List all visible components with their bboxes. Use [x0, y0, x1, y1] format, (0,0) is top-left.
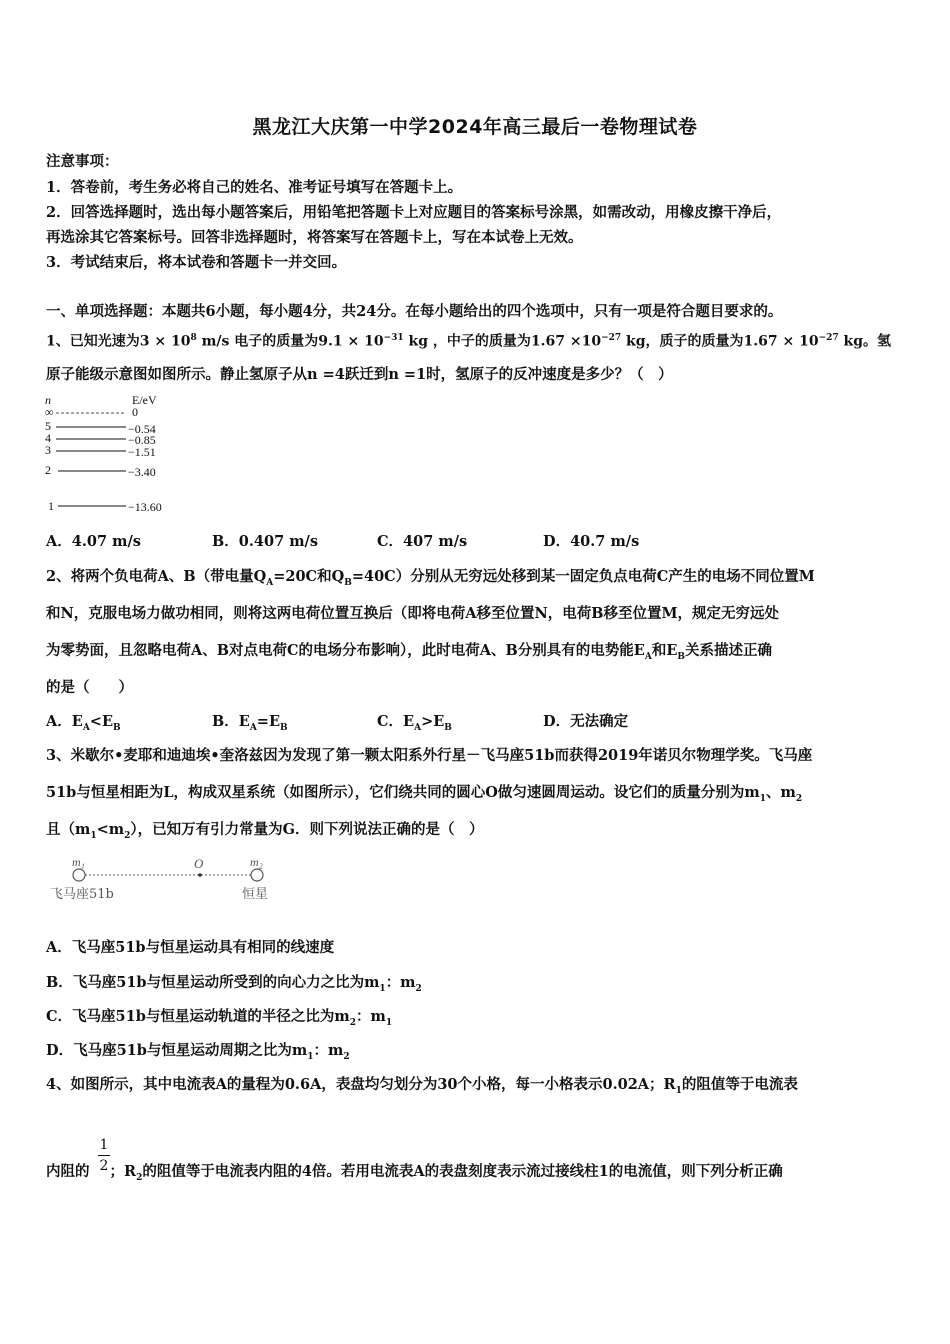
planet-name-label: 飞马座51b [50, 887, 114, 902]
notice-heading: 注意事项： [46, 153, 119, 170]
q3-opt-b-text: B．飞马座51b与恒星运动所受到的向心力之比为m [46, 974, 380, 991]
n-axis-label: n [45, 393, 51, 407]
q3-l2-sub-2: 2 [795, 793, 803, 804]
question-2-line-2: 和N，克服电场力做功相同，则将这两电荷位置互换后（即将电荷A移至位置N，电荷B移至位置M，规定无穷远处 [46, 605, 780, 622]
level-n-5: 5 [45, 419, 51, 433]
q1-exp-3: −27 [601, 333, 622, 343]
page-title: 黑龙江大庆第一中学2024年高三最后一卷物理试卷 [252, 116, 698, 138]
q1-option-c: C．407 m/s [377, 533, 468, 550]
q2-option-c [377, 712, 452, 738]
q3-l2-a: 51b与恒星相距为L，构成双星系统（如图所示），它们绕共同的圆心O做匀速圆周运动。设它们的质量分别为m [46, 784, 760, 801]
question-1-line-1 [46, 328, 908, 352]
q1-text-2: m/s 电子的质量为9.1 × 10 [196, 333, 384, 350]
host-star [251, 869, 263, 881]
question-2-line-3 [46, 641, 908, 667]
m1-label: m₁ [72, 855, 85, 869]
center-o-point [198, 873, 202, 877]
q3-opt-c-sub2: 1 [385, 1017, 393, 1028]
q1-text-1: 1、已知光速为3 × 10 [46, 333, 191, 350]
q3-opt-c-tail: ：m [355, 1008, 386, 1025]
center-o-label: O [194, 856, 204, 871]
q3-l3-sub-1: 1 [90, 830, 97, 841]
q2-option-b [212, 712, 288, 738]
q4-l1-sub: 1 [675, 1085, 682, 1096]
q2-l1-b: =20C和Q [273, 568, 345, 585]
q2-opt-c-sub2: B [444, 722, 452, 733]
q4-l1-b: 的阻值等于电流表 [681, 1076, 798, 1093]
planet-51b [73, 869, 85, 881]
level-e-3: −1.51 [128, 445, 156, 459]
notice-item-3: 3．考试结束后，将本试卷和答题卡一并交回。 [46, 254, 347, 271]
q2-l3-sub-b: B [677, 651, 686, 662]
question-1-line-2: 原子能级示意图如图所示。静止氢原子从n =4跃迁到n =1时，氢原子的反冲速度是多少？（ ） [46, 366, 673, 383]
q3-l3-sub-2: 2 [124, 830, 131, 841]
star-name-label: 恒星 [242, 887, 269, 902]
question-2-line-4: 的是（ ） [46, 679, 133, 696]
q2-l3-b: 和E [651, 642, 678, 659]
level-e-5: −0.54 [128, 422, 156, 436]
q3-opt-b-tail: ：m [385, 974, 416, 991]
q4-l2-a: 内阻的 [46, 1163, 90, 1180]
level-n-inf: ∞ [45, 405, 54, 419]
fraction-bar [98, 1155, 110, 1156]
level-e-1: −13.60 [128, 500, 162, 514]
q2-l1-sub-a: A [266, 577, 274, 588]
level-n-3: 3 [45, 443, 51, 457]
q2-l3-c: 关系描述正确 [685, 642, 773, 659]
fraction-denominator: 2 [99, 1158, 109, 1174]
question-4-line-2 [46, 1162, 908, 1188]
q1-option-a: A．4.07 m/s [46, 533, 141, 550]
q3-l2-b: 、m [766, 784, 796, 801]
level-e-inf: 0 [132, 405, 138, 419]
q2-opt-c-text: C．E [377, 713, 415, 730]
question-3-line-3 [46, 820, 908, 846]
notice-item-2-line-2: 再选涂其它答案标号。回答非选择题时，将答案写在答题卡上，写在本试卷上无效。 [46, 229, 583, 246]
q2-option-d: D．无法确定 [543, 713, 629, 730]
energy-axis-label: E/eV [132, 393, 157, 407]
q3-l2-sub-1: 1 [759, 793, 766, 804]
question-3-line-2 [46, 783, 908, 809]
q2-l1-sub-b: B [344, 577, 352, 588]
q2-opt-a-sub1: A [82, 722, 90, 733]
q2-l1-c: =40C）分别从无穷远处移到某一固定负点电荷C产生的电场不同位置M [351, 568, 815, 585]
q1-text-3: kg ，中子的质量为1.67 ×10 [403, 333, 602, 350]
q3-l3-b: <m [96, 821, 125, 838]
q3-l3-c: ），已知万有引力常量为G．则下列说法正确的是（ ） [130, 821, 484, 838]
q1-exp-4: −27 [818, 333, 839, 343]
q3-opt-d-sub2: 2 [343, 1051, 350, 1062]
q2-opt-b-sub1: A [249, 722, 257, 733]
q2-opt-c-rel: >E [421, 713, 445, 730]
level-e-4: −0.85 [128, 433, 156, 447]
q1-text-4: kg，质子的质量为1.67 × 10 [621, 333, 819, 350]
question-2-line-1 [46, 567, 908, 593]
q1-exp-1: 8 [190, 333, 197, 343]
q3-opt-d-tail: ：m [313, 1042, 344, 1059]
fraction-numerator: 1 [99, 1137, 109, 1153]
q2-opt-a-rel: <E [89, 713, 113, 730]
level-e-2: −3.40 [128, 465, 156, 479]
q1-option-b: B．0.407 m/s [212, 533, 319, 550]
q2-opt-a-sub2: B [113, 722, 121, 733]
q2-opt-a-text: A．E [46, 713, 83, 730]
notice-item-1: 1．答卷前，考生务必将自己的姓名、准考证号填写在答题卡上。 [46, 179, 463, 196]
q4-l2-c: 的阻值等于电流表内阻的4倍。若用电流表A的表盘刻度表示流过接线柱1的电流值，则下列分析正确 [142, 1163, 783, 1180]
q3-opt-c-sub1: 2 [349, 1017, 356, 1028]
q3-option-c [46, 1007, 908, 1033]
q3-l3-a: 且（m [46, 821, 91, 838]
m2-label: m₂ [250, 855, 263, 869]
q4-l2-b: ；R [109, 1163, 137, 1180]
q3-opt-d-text: D．飞马座51b与恒星运动周期之比为m [46, 1042, 308, 1059]
q2-opt-c-sub1: A [414, 722, 422, 733]
q4-l1-a: 4、如图所示，其中电流表A的量程为0.6A，表盘均匀划分为30个小格，每一小格表示0.02A；R [46, 1076, 676, 1093]
q3-option-b [46, 973, 908, 999]
q2-option-a [46, 712, 121, 738]
q1-text-5: kg。氢 [838, 333, 892, 350]
q2-opt-b-text: B．E [212, 713, 250, 730]
q3-option-a: A．飞马座51b与恒星运动具有相同的线速度 [46, 939, 335, 956]
q2-opt-b-rel: =E [256, 713, 280, 730]
section-heading: 一、单项选择题：本题共6小题，每小题4分，共24分。在每小题给出的四个选项中，只有一项是符合题目要求的。 [46, 303, 783, 320]
q3-opt-d-sub1: 1 [307, 1051, 314, 1062]
level-n-1: 1 [48, 499, 54, 513]
q2-opt-b-sub2: B [280, 722, 288, 733]
q3-opt-c-text: C．飞马座51b与恒星运动轨道的半径之比为m [46, 1008, 350, 1025]
q4-l2-sub: 2 [136, 1172, 143, 1183]
question-4-line-1 [46, 1075, 908, 1101]
q1-option-d: D．40.7 m/s [543, 533, 640, 550]
q3-option-d [46, 1041, 908, 1067]
q2-l1-a: 2、将两个负电荷A、B（带电量Q [46, 568, 267, 585]
question-3-line-1: 3、米歇尔•麦耶和迪迪埃•奎洛兹因为发现了第一颗太阳系外行星－飞马座51b而获得2019年诺贝尔物理学奖。飞马座 [46, 747, 813, 764]
notice-item-2-line-1: 2．回答选择题时，选出每小题答案后，用铅笔把答题卡上对应题目的答案标号涂黑，如需改动，用橡皮擦干净后， [46, 204, 782, 221]
binary-star-diagram [46, 854, 286, 906]
energy-level-diagram [44, 392, 194, 517]
q1-exp-2: −31 [383, 333, 404, 343]
q3-opt-b-sub1: 1 [379, 983, 386, 994]
level-n-4: 4 [45, 431, 51, 445]
level-n-2: 2 [45, 463, 51, 477]
q3-opt-b-sub2: 2 [415, 983, 422, 994]
q2-l3-sub-a: A [644, 651, 652, 662]
q2-l3-a: 为零势面，且忽略电荷A、B对点电荷C的电场分布影响），此时电荷A、B分别具有的电势能E [46, 642, 645, 659]
